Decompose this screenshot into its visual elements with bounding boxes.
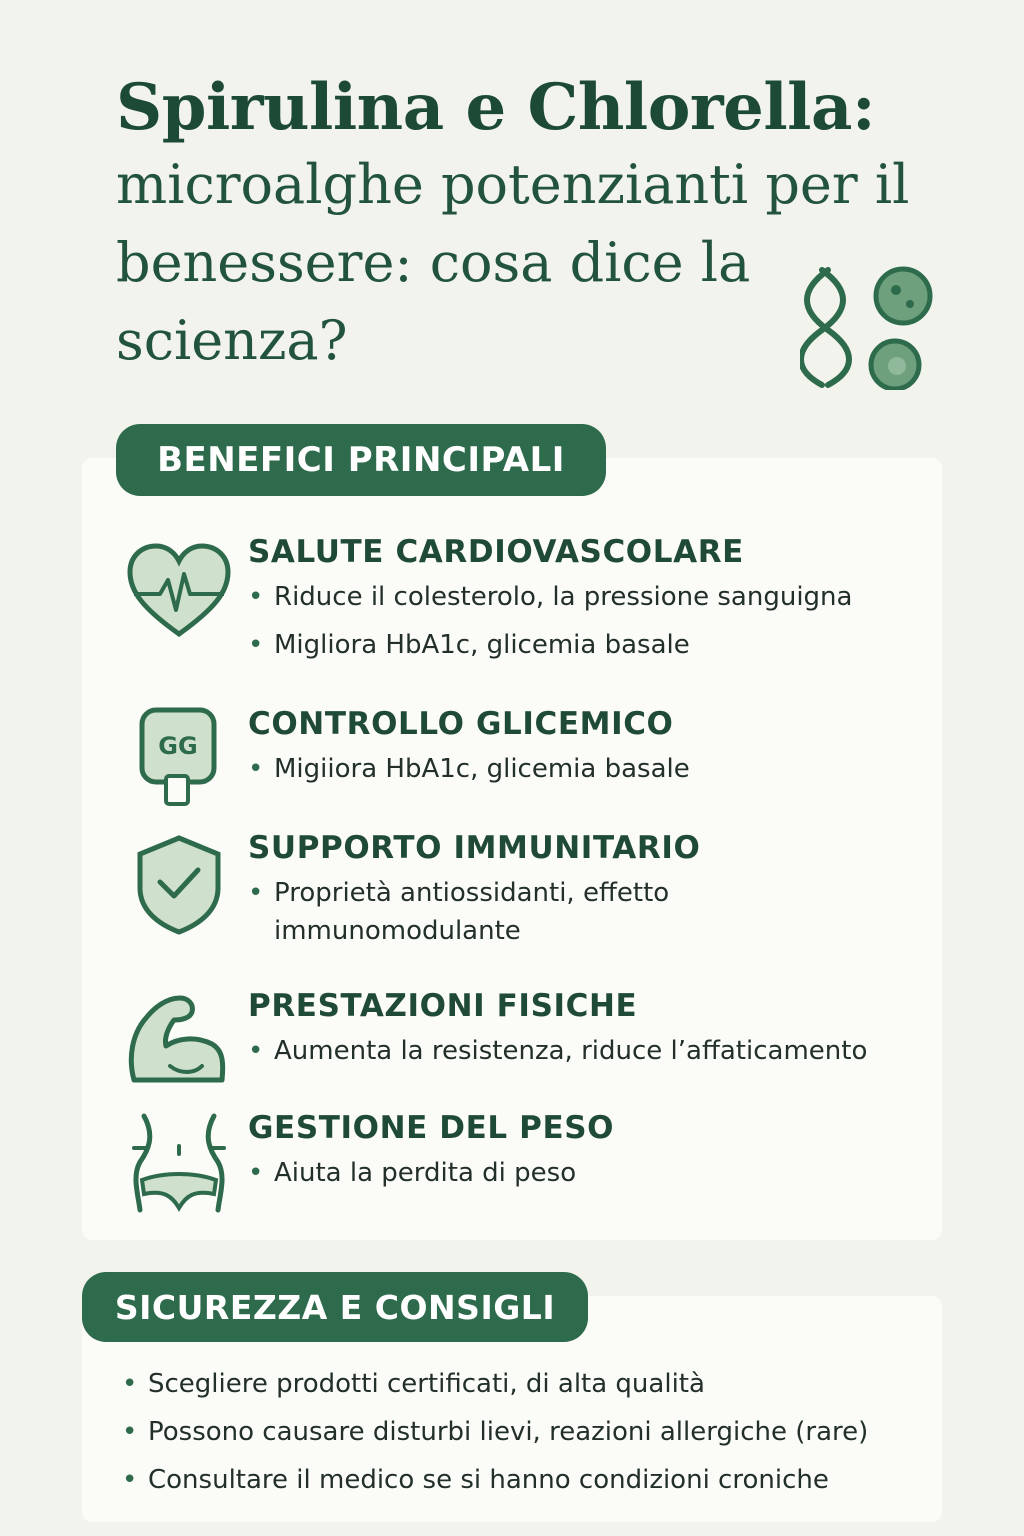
benefit-bullet: • Riduce il colesterolo, la pressione sanguigna — [248, 578, 928, 616]
meter-label: GG — [158, 732, 198, 760]
heart-pulse-icon — [124, 534, 234, 644]
glucose-meter-icon — [136, 706, 246, 816]
benefit-title: CONTROLLO GLICEMICO — [248, 706, 674, 742]
benefit-physical — [124, 988, 924, 1088]
benefits-heading: BENEFICI PRINCIPALI — [116, 424, 606, 496]
safety-heading: SICUREZZA E CONSIGLI — [82, 1272, 588, 1342]
benefit-bullet: • Migliora HbA1c, glicemia basale — [248, 626, 928, 664]
title-main: Spirulina e Chlorella: — [116, 70, 876, 145]
safety-bullets — [122, 1360, 922, 1504]
shield-check-icon — [134, 830, 244, 940]
benefit-bullet: • Migiiora HbA1c, glicemia basale — [248, 750, 928, 788]
benefit-glycemic — [124, 706, 924, 806]
benefit-bullet: • Aumenta la resistenza, riduce l’affaticamento — [248, 1032, 974, 1070]
benefit-immune — [124, 830, 924, 960]
benefit-bullet: • Aiuta la perdita di peso — [248, 1154, 928, 1192]
safety-bullet: • Scegliere prodotti certificati, di alta qualità — [122, 1360, 922, 1408]
benefit-title: GESTIONE DEL PESO — [248, 1110, 615, 1146]
benefit-title: PRESTAZIONI FISICHE — [248, 988, 638, 1024]
benefit-bullets — [248, 1154, 928, 1202]
flexed-arm-icon — [124, 988, 234, 1098]
benefit-bullets — [248, 874, 928, 960]
benefit-weight — [124, 1110, 924, 1210]
waist-icon — [124, 1110, 234, 1220]
algae-dna-icon — [800, 260, 940, 390]
safety-bullet: • Possono causare disturbi lievi, reazioni allergiche (rare) — [122, 1408, 922, 1456]
safety-bullet: • Consultare il medico se si hanno condizioni croniche — [122, 1456, 922, 1504]
benefit-title: SUPPORTO IMMUNITARIO — [248, 830, 701, 866]
benefit-bullet: • Proprietà antiossidanti, effetto immunomodulante — [248, 874, 734, 950]
benefit-title: SALUTE CARDIOVASCOLARE — [248, 534, 744, 570]
benefit-bullets — [248, 750, 928, 798]
benefit-bullets — [248, 578, 928, 674]
title-subtitle: microalghe potenzianti per il benessere: cosa dice la scienza? — [116, 153, 910, 372]
benefit-bullets — [248, 1032, 928, 1080]
benefit-cardiovascular — [124, 534, 924, 664]
